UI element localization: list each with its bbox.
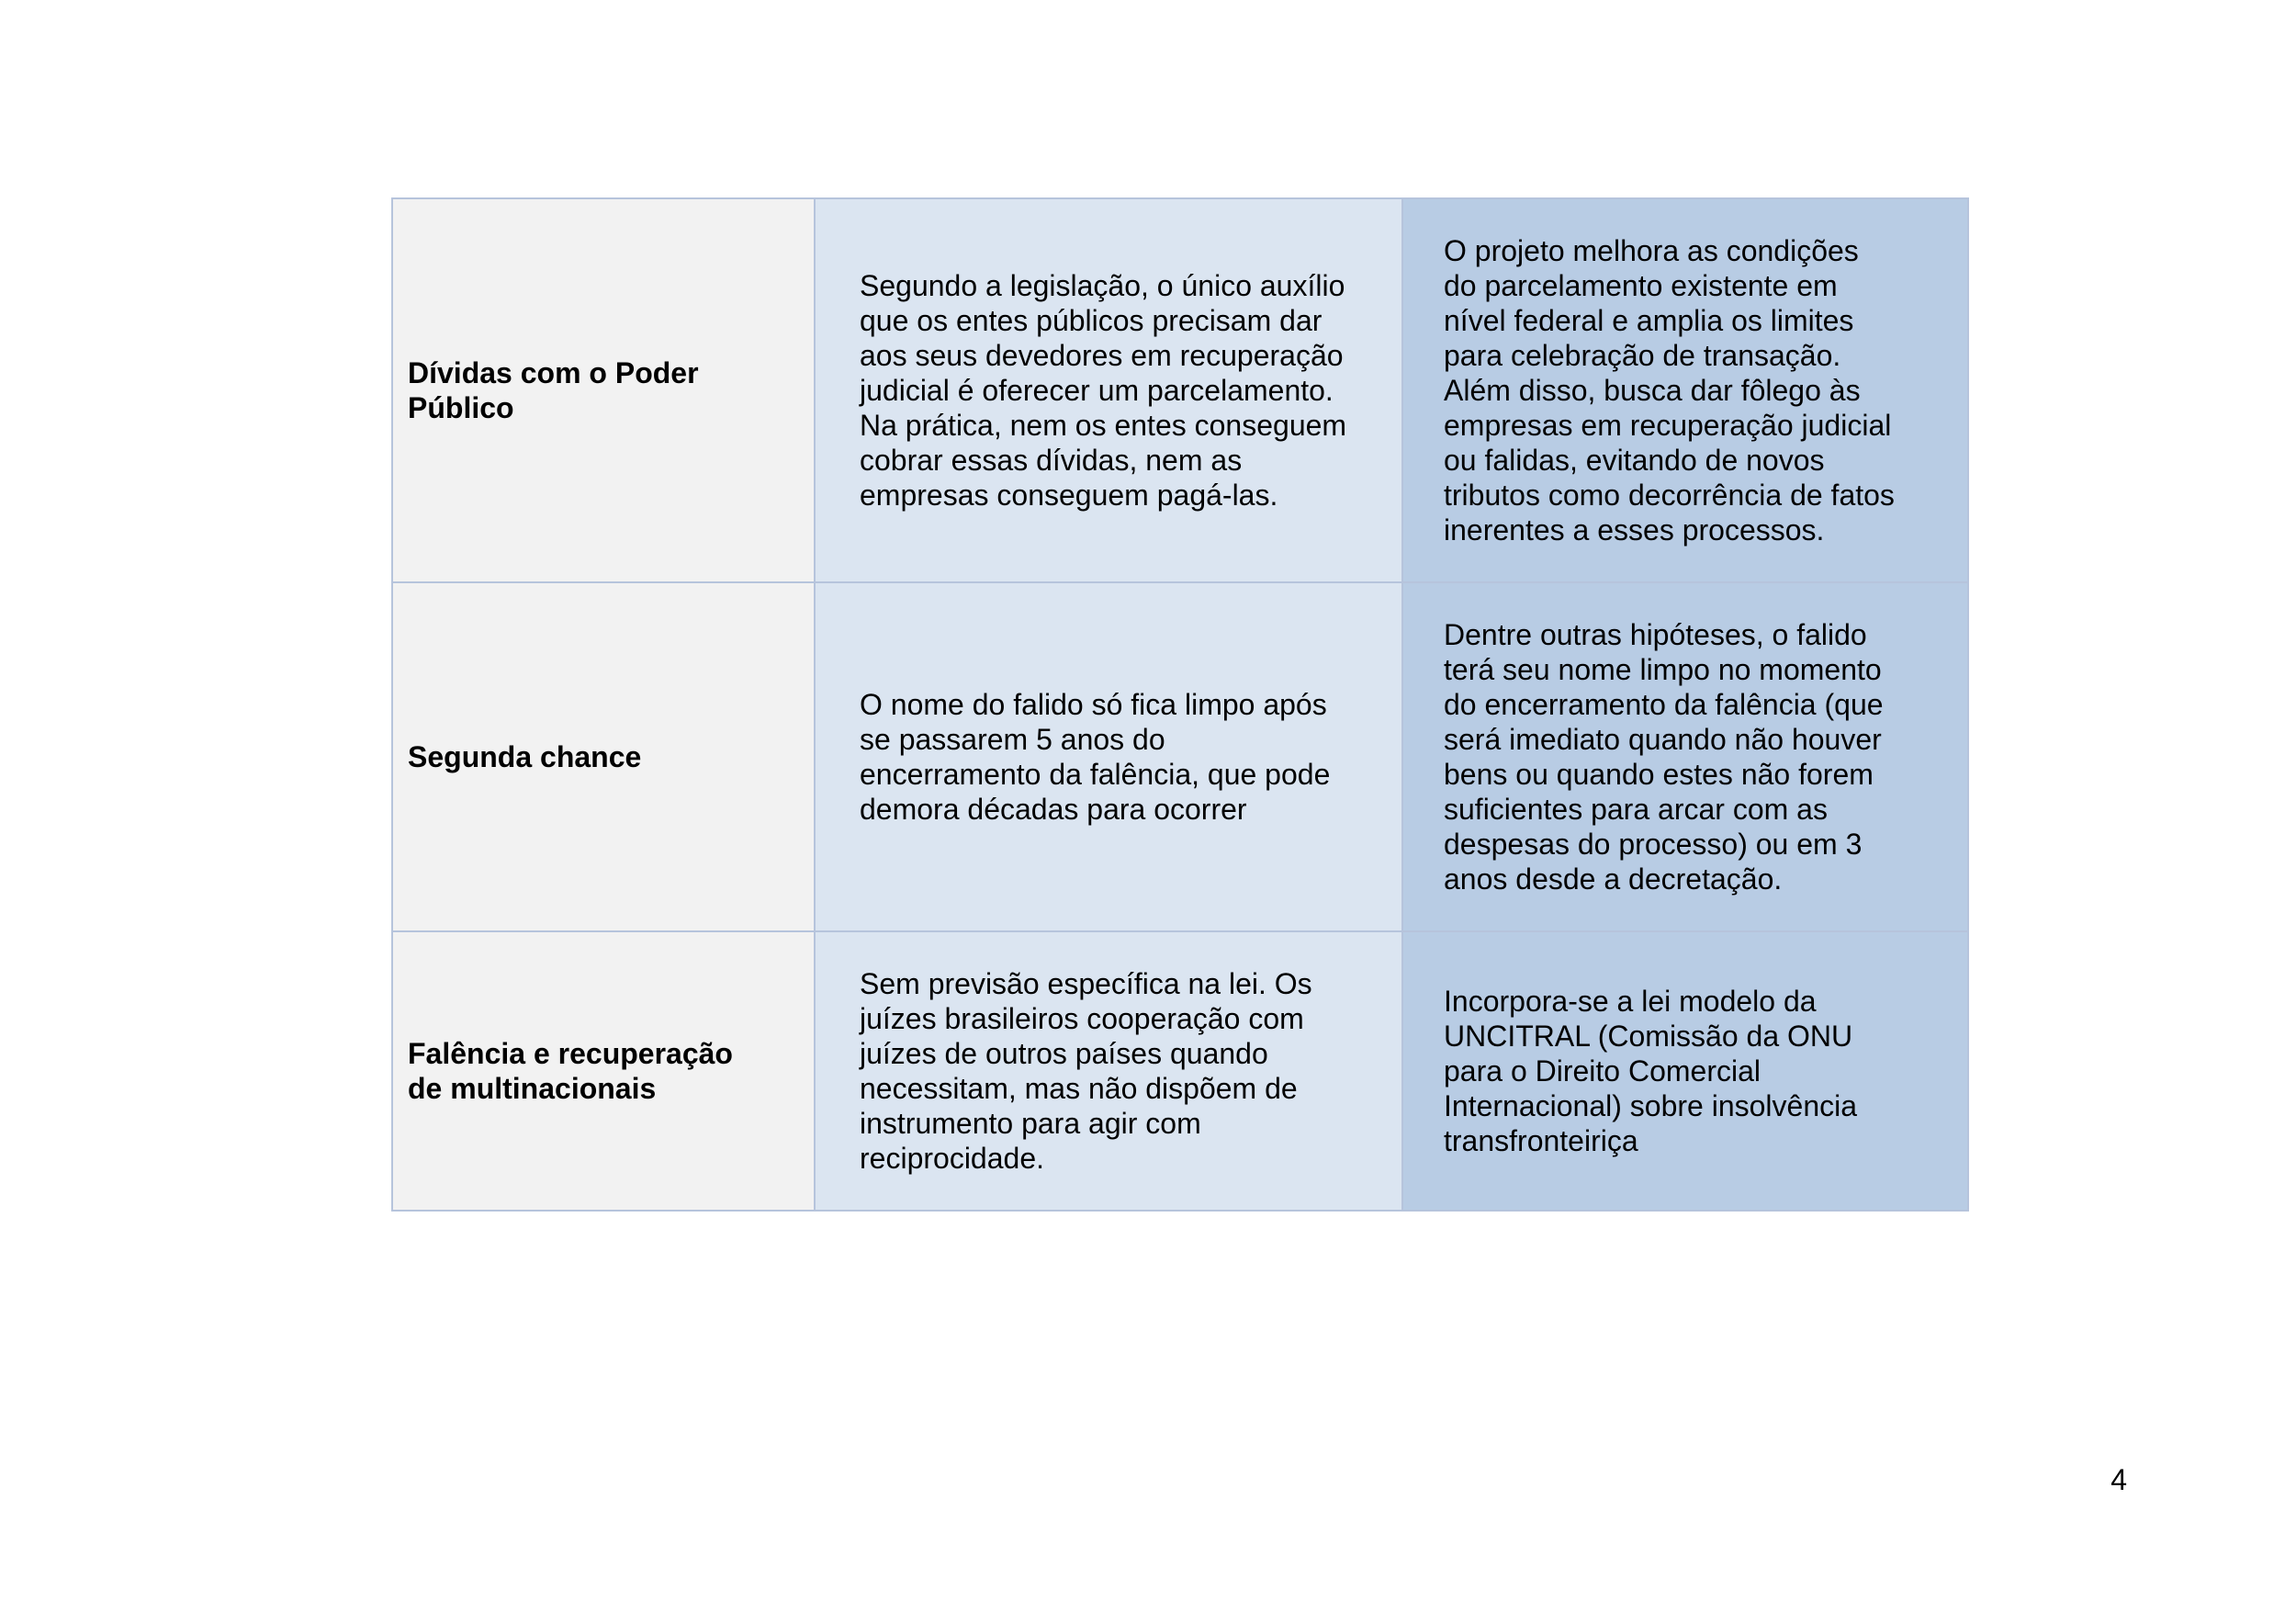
current-law-text: O nome do falido só fica limpo após se passarem 5 anos do encerramento da falência, que pode demora décadas para ocorrer [860,688,1331,826]
current-law-text: Segundo a legislação, o único auxílio que os entes públicos precisam dar aos seus devedores em recuperação judicial é oferecer um parcelamento. Na prática, nem os entes conseguem cobrar essas dívidas, nem as empresas conseguem pagá-las. [860,269,1347,512]
topic-cell [392,582,815,931]
current-law-text: Sem previsão específica na lei. Os juízes brasileiros cooperação com juízes de outros países quando necessitam, mas não dispõem de instrumento para agir com reciprocidade. [860,967,1312,1175]
topic-text: Falência e recuperação de multinacionais [408,1037,733,1105]
proposal-cell [1402,582,1968,931]
proposal-cell [1402,198,1968,582]
topic-text: Dívidas com o Poder Público [408,356,699,424]
proposal-text: O projeto melhora as condições do parcelamento existente em nível federal e amplia os limites para celebração de transação. Além disso, busca dar fôlego às empresas em recuperação judicial ou falidas, evitando de novos tributos como decorrência de fatos inerentes a esses processos. [1444,234,1895,547]
table-row [392,582,1968,931]
topic-cell [392,198,815,582]
current-law-cell [815,198,1402,582]
current-law-cell [815,931,1402,1211]
proposal-cell [1402,931,1968,1211]
topic-text: Segunda chance [408,740,642,773]
current-law-cell [815,582,1402,931]
topic-cell [392,931,815,1211]
proposal-text: Dentre outras hipóteses, o falido terá seu nome limpo no momento do encerramento da falência (que será imediato quando não houver bens ou quando estes não forem suficientes para arcar com as despesas do processo) ou em 3 anos desde a decretação. [1444,618,1884,896]
page-number: 4 [2110,1463,2127,1496]
comparison-table [391,197,1969,1212]
table-row [392,931,1968,1211]
table-row [392,198,1968,582]
proposal-text: Incorpora-se a lei modelo da UNCITRAL (Comissão da ONU para o Direito Comercial Internacional) sobre insolvência transfronteiriça [1444,985,1858,1157]
